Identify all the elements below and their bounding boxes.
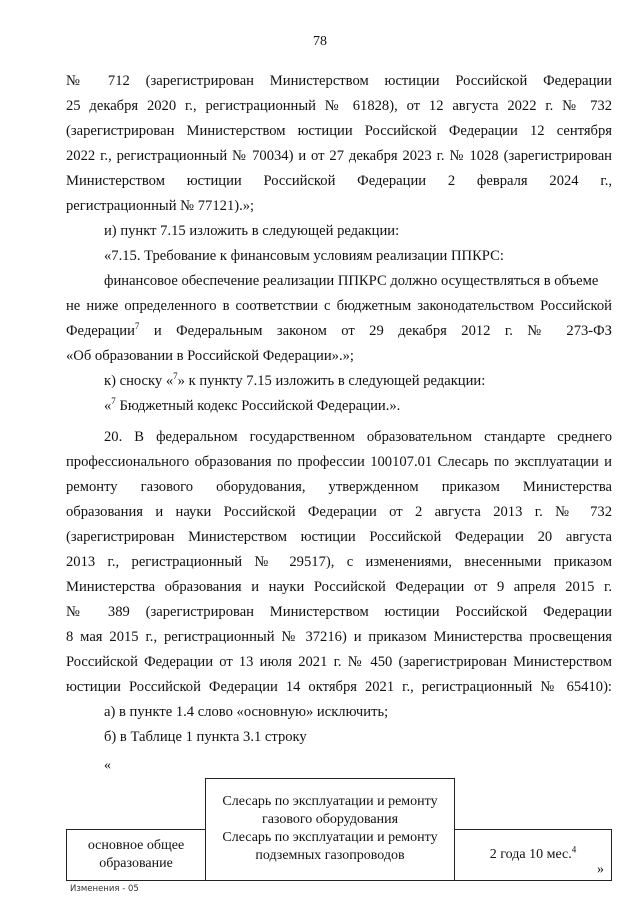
text-line: «7.15. Требование к финансовым условиям реализации ППКРС: [104, 248, 504, 264]
text-line: не ниже определенного в соответствии с бюджетным законодательством Российской [66, 298, 612, 314]
table-cell-profession: Слесарь по эксплуатации и ремонту газового оборудования Слесарь по эксплуатации и ремонту подземных газопроводов [206, 779, 455, 881]
text-line: а) в пункте 1.4 слово «основную» исключить; [104, 704, 389, 720]
table-cell-education [67, 779, 206, 830]
text-line: «$^7$ Бюджетный кодекс Российской Федерации.». [104, 396, 401, 414]
text-line: Министерством юстиции Российской Федерации 2 февраля 2024 г., [66, 173, 612, 189]
footnote-mark: 7 [134, 321, 140, 332]
text-line: 20. В федеральном государственном образовательном стандарте среднего [104, 429, 612, 445]
training-table-row [66, 778, 612, 881]
text-line: б) в Таблице 1 пункта 3.1 строку [104, 729, 307, 745]
quote-open: « [104, 758, 111, 773]
text-line: к) сноску «$^7$» к пункту 7.15 изложить в следующей редакции: [104, 371, 486, 389]
text-line: 2013 г., регистрационный № 29517), с изменениями, внесенными приказом [66, 554, 612, 570]
text-line: образования и науки Российской Федерации от 2 августа 2013 г. № 732 [66, 504, 612, 520]
text-line: и) пункт 7.15 изложить в следующей редакции: [104, 223, 400, 239]
text-line: 25 декабря 2020 г., регистрационный № 61828), от 12 августа 2022 г. № 732 [66, 98, 612, 114]
table-row [67, 779, 612, 830]
text-line: Российской Федерации от 13 июля 2021 г. № 450 (зарегистрирован Министерством [66, 654, 612, 670]
footnote-mark: 7 [173, 371, 178, 382]
table-cell-term [455, 779, 612, 830]
page-number: 78 [313, 34, 327, 49]
text-line: ремонту газового оборудования, утвержденном приказом Министерства [66, 479, 612, 495]
text-line: Министерства образования и науки Российской Федерации от 9 апреля 2015 г. [66, 579, 612, 595]
footnote-mark: 7 [111, 396, 116, 407]
text-line: финансовое обеспечение реализации ППКРС должно осуществляться в объеме [104, 273, 599, 289]
text-line: Федерации$^7$ и Федеральным законом от 29 декабря 2012 г. № 273-ФЗ [66, 321, 612, 339]
page-footer: Изменения - 05 [70, 884, 139, 894]
text-line: (зарегистрирован Министерством юстиции Российской Федерации 12 сентября [66, 123, 612, 139]
text-line: № 712 (зарегистрирован Министерством юстиции Российской Федерации [66, 73, 612, 89]
text-line: 8 мая 2015 г., регистрационный № 37216) и приказом Министерства просвещения [66, 629, 612, 645]
quote-close: » [597, 862, 604, 877]
text-line: юстиции Российской Федерации 14 октября 2021 г., регистрационный № 65410): [66, 679, 612, 695]
text-line: регистрационный № 77121).»; [66, 198, 255, 214]
text-line: № 389 (зарегистрирован Министерством юстиции Российской Федерации [66, 604, 612, 620]
table-cell-education-text: основное общее образование [67, 829, 206, 880]
text-line: «Об образовании в Российской Федерации».»; [66, 348, 354, 364]
text-line: (зарегистрирован Министерством юстиции Российской Федерации 20 августа [66, 529, 612, 545]
table-cell-term-text: 2 года 10 мес.$^4$ [455, 829, 612, 880]
text-line: 2022 г., регистрационный № 70034) и от 27 декабря 2023 г. № 1028 (зарегистрирован [66, 148, 612, 164]
text-line: профессионального образования по профессии 100107.01 Слесарь по эксплуатации и [66, 454, 612, 470]
